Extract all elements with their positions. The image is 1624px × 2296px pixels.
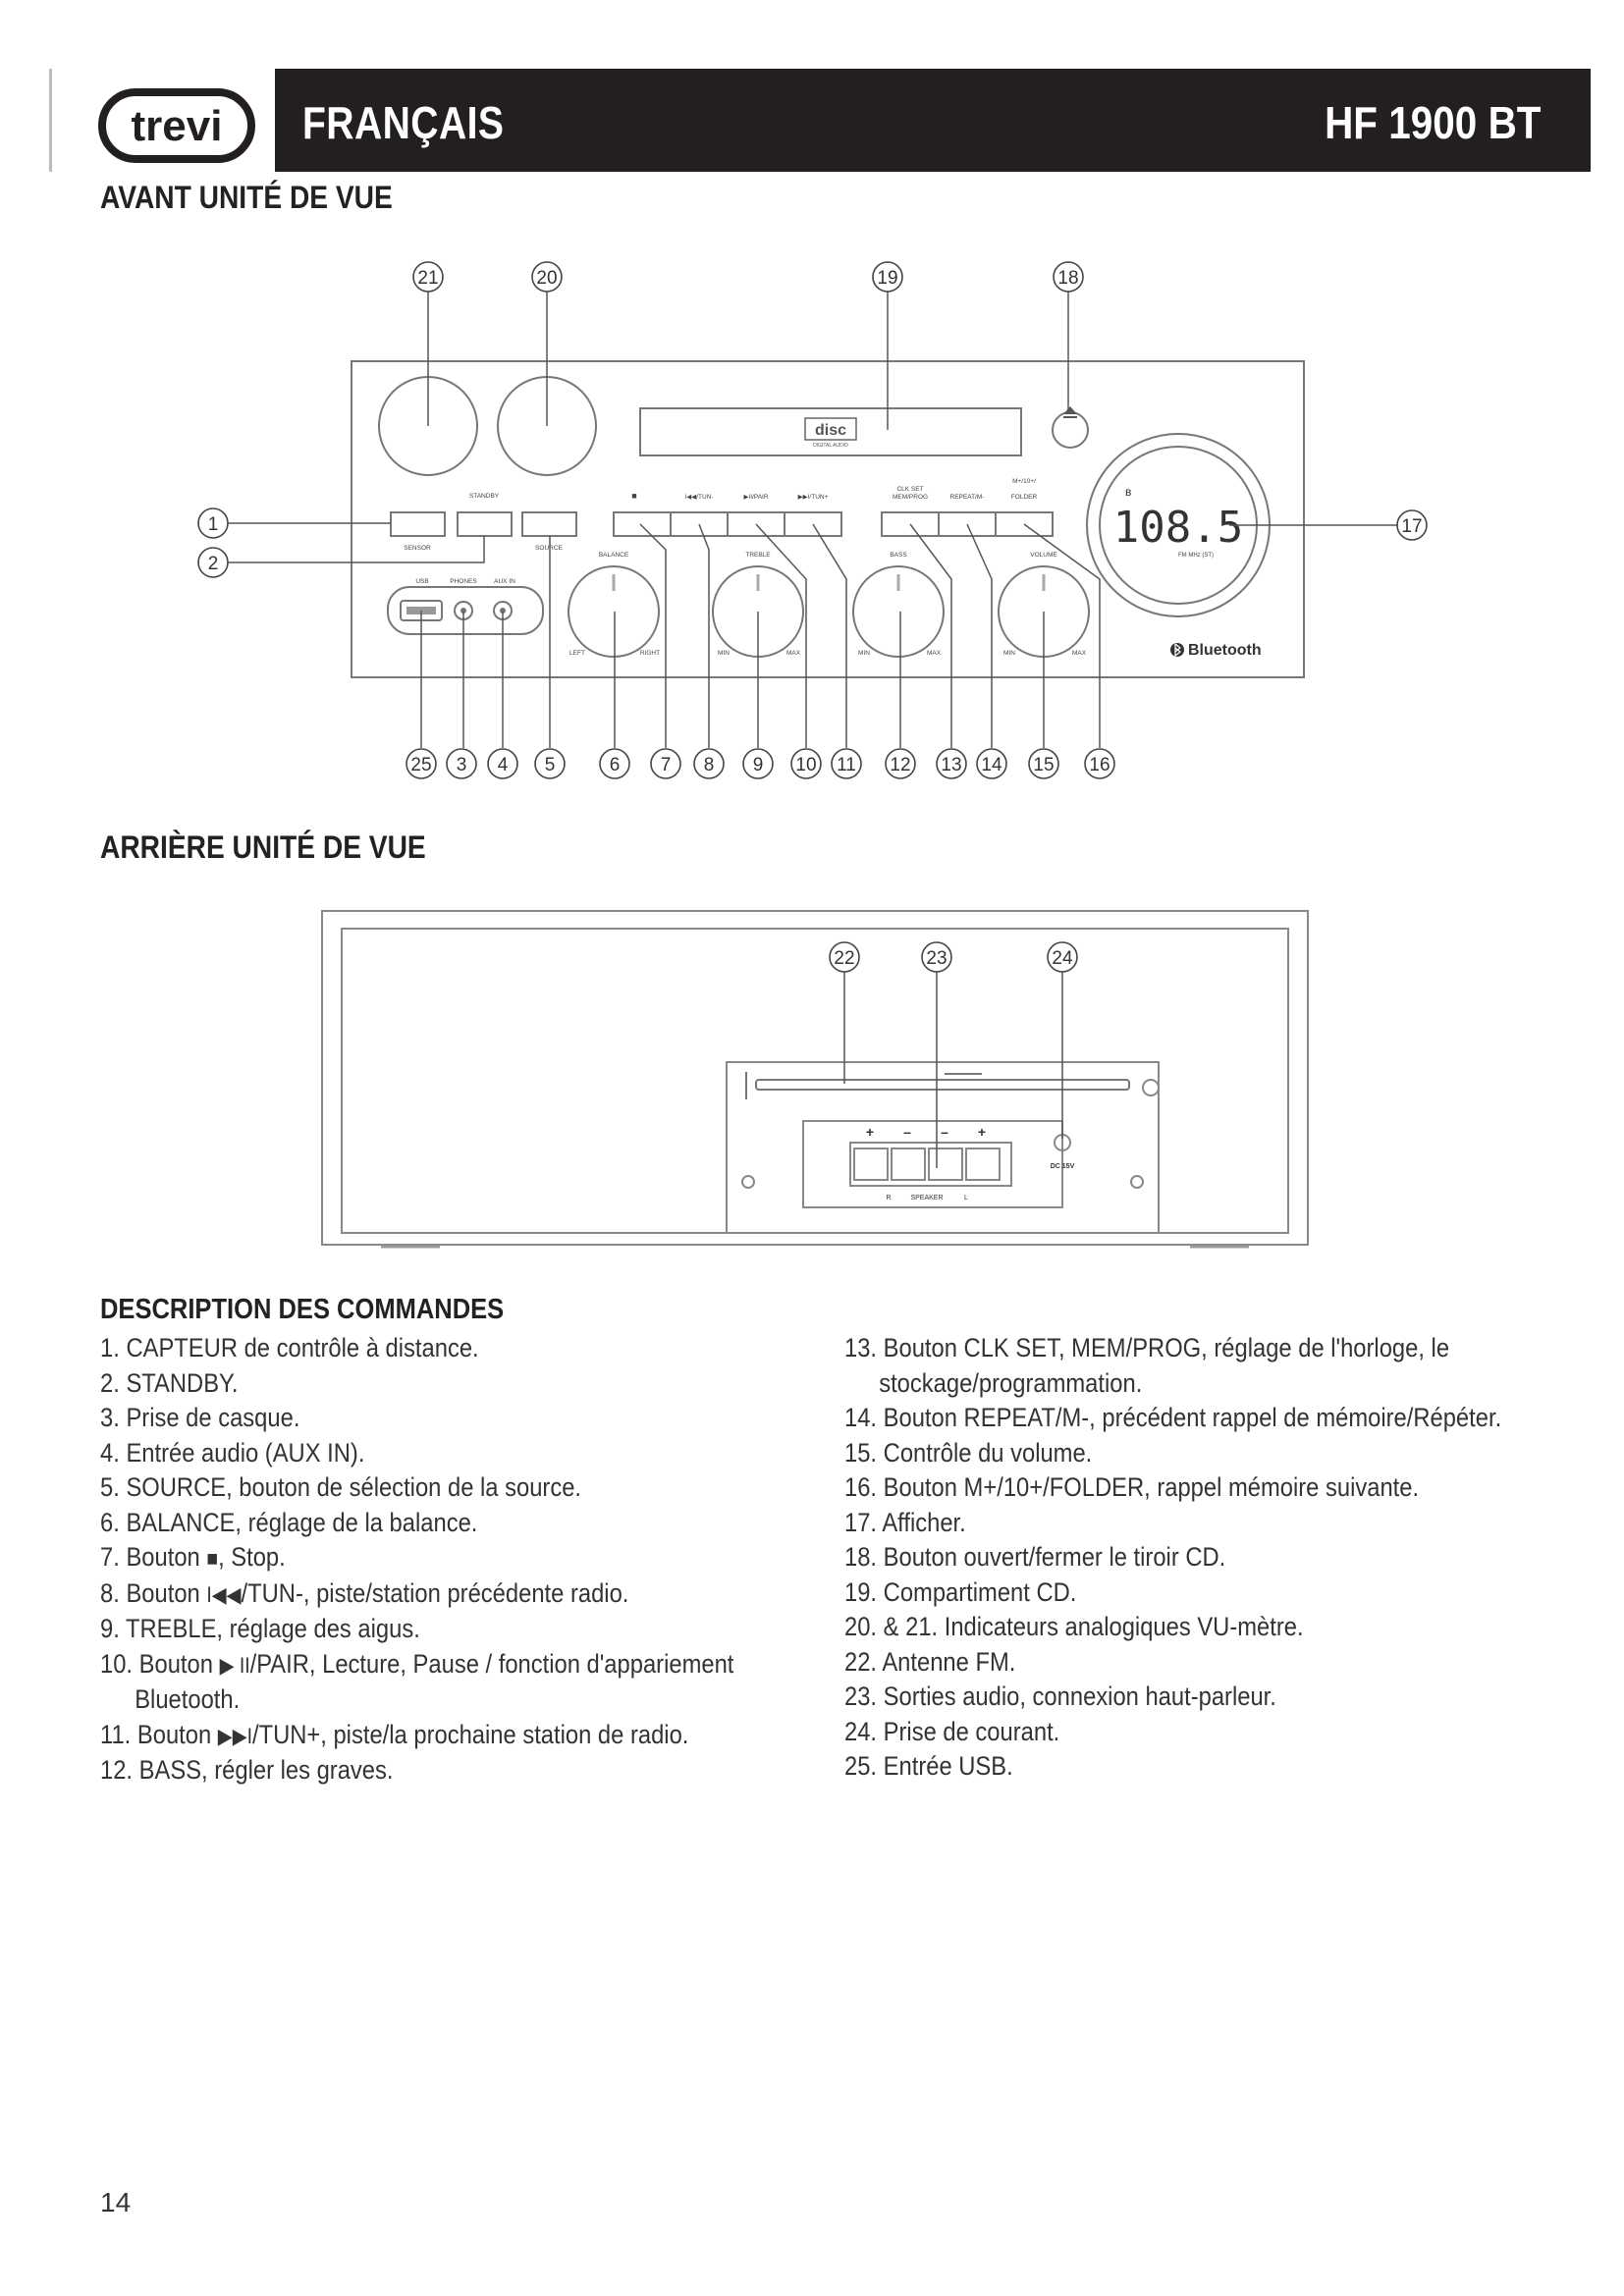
callout-13: 13 [941, 755, 962, 775]
callout-18: 18 [1057, 268, 1079, 289]
list-item: 10. Bouton ▶ II/PAIR, Lecture, Pause / fonction d'appariement Bluetooth. [100, 1648, 734, 1714]
callout-5: 5 [544, 755, 556, 775]
callout-8: 8 [703, 755, 715, 775]
sensor-window [391, 512, 445, 536]
header-rule [49, 69, 53, 172]
back-housing-outer [322, 911, 1308, 1245]
language-label: FRANÇAIS [302, 97, 505, 148]
repeat-label: REPEAT/M- [949, 494, 985, 501]
stop-button [614, 512, 671, 536]
callout-24: 24 [1052, 948, 1073, 969]
callout-2: 2 [207, 554, 219, 574]
callout-21: 21 [417, 268, 439, 289]
list-item: 24. Prise de courant. [844, 1716, 1060, 1746]
front-view-title: AVANT UNITÉ DE VUE [100, 180, 393, 215]
speaker-label: SPEAKER [910, 1195, 944, 1201]
mplus-label: M+/10+/ [1012, 478, 1036, 485]
polarity-2: – [903, 1124, 911, 1140]
list-item: 19. Compartiment CD. [844, 1576, 1077, 1607]
treble-min-label: MIN [718, 650, 730, 657]
list-item: 8. Bouton I◀◀/TUN-, piste/station précédente radio. [100, 1577, 629, 1608]
cd-logo-text: disc [814, 422, 847, 439]
balance-label: BALANCE [598, 552, 629, 559]
clk-label: CLK SET [896, 486, 924, 493]
list-item: 2. STANDBY. [100, 1367, 239, 1398]
bass-label: BASS [890, 552, 907, 559]
source-button [522, 512, 576, 536]
folder-label: FOLDER [1010, 494, 1038, 501]
dc-label: DC 15V [1050, 1163, 1075, 1170]
list-item: 22. Antenne FM. [844, 1646, 1016, 1677]
callout-11: 11 [837, 755, 856, 775]
stop-icon: ■ [206, 1546, 219, 1571]
callout-17: 17 [1401, 516, 1423, 537]
callout-6: 6 [609, 755, 621, 775]
mem-label: MEM/PROG [892, 494, 929, 501]
fm-antenna [756, 1080, 1129, 1090]
list-item: 11. Bouton ▶▶I/TUN+, piste/la prochaine station de radio. [100, 1719, 689, 1749]
polarity-4: + [977, 1124, 987, 1140]
callout-16: 16 [1089, 755, 1110, 775]
next-label: ▶▶I/TUN+ [797, 494, 829, 501]
standby-label: STANDBY [468, 493, 500, 500]
standby-button [458, 512, 512, 536]
bass-max-label: MAX [926, 650, 942, 657]
callout-12: 12 [890, 755, 911, 775]
list-item: 4. Entrée audio (AUX IN). [100, 1437, 365, 1468]
trevi-logo [98, 86, 255, 165]
callout-3: 3 [456, 755, 467, 775]
bluetooth-wordmark: Bluetooth [1188, 642, 1262, 659]
callout-23: 23 [926, 948, 947, 969]
volume-label: VOLUME [1030, 552, 1057, 559]
callout-22: 22 [834, 948, 855, 969]
list-item: 13. Bouton CLK SET, MEM/PROG, réglage de l'horloge, le stockage/programmation. [844, 1333, 1450, 1398]
list-item: 9. TREBLE, réglage des aigus. [100, 1614, 420, 1643]
callout-7: 7 [660, 755, 672, 775]
list-item: 16. Bouton M+/10+/FOLDER, rappel mémoire suivante. [844, 1472, 1420, 1502]
list-item: 3. Prise de casque. [100, 1403, 300, 1432]
model-name: HF 1900 BT [1325, 97, 1542, 148]
list-item: 1. CAPTEUR de contrôle à distance. [100, 1333, 479, 1362]
description-title: DESCRIPTION DES COMMANDES [100, 1294, 505, 1325]
front-panel-diagram [187, 250, 1463, 800]
list-item: 6. BALANCE, réglage de la balance. [100, 1507, 478, 1537]
source-label: SOURCE [535, 545, 563, 552]
list-item: 25. Entrée USB. [844, 1751, 1013, 1781]
list-item: 18. Bouton ouvert/fermer le tiroir CD. [844, 1542, 1226, 1572]
cd-logo-subtext: DIGITAL AUDIO [813, 443, 848, 449]
callout-15: 15 [1033, 755, 1055, 775]
list-item: 17. Afficher. [844, 1507, 966, 1537]
list-item: 14. Bouton REPEAT/M-, précédent rappel de mémoire/Répéter. [844, 1403, 1502, 1432]
back-view-title: ARRIÈRE UNITÉ DE VUE [100, 829, 426, 865]
list-item: 5. SOURCE, bouton de sélection de la source. [100, 1472, 582, 1502]
speaker-r-label: R [886, 1195, 892, 1201]
volume-max-label: MAX [1071, 650, 1087, 657]
callout-9: 9 [752, 755, 764, 775]
list-item: 23. Sorties audio, connexion haut-parleur. [844, 1682, 1276, 1711]
next-track-icon: ▶▶I [217, 1723, 252, 1748]
back-panel-diagram [314, 903, 1335, 1266]
callout-10: 10 [795, 755, 817, 775]
bluetooth-symbol: ʙ [1125, 485, 1132, 499]
header-band [275, 69, 1591, 172]
aux-in-label: AUX IN [494, 578, 515, 585]
balance-left-label: LEFT [569, 650, 585, 657]
play-label: ▶II/PAIR [743, 494, 769, 501]
callout-25: 25 [410, 755, 432, 775]
treble-label: TREBLE [745, 552, 771, 559]
bass-min-label: MIN [858, 650, 870, 657]
page-number: 14 [100, 2187, 132, 2217]
callout-1: 1 [207, 514, 219, 535]
display-sub: FM MHz (ST) [1178, 553, 1214, 559]
balance-right-label: RIGHT [639, 650, 661, 657]
list-item: 7. Bouton ■, Stop. [100, 1542, 286, 1572]
list-item: 15. Contrôle du volume. [844, 1437, 1093, 1468]
display-frequency: 108.5 [1112, 503, 1244, 553]
list-item: 20. & 21. Indicateurs analogiques VU-mètre. [844, 1612, 1304, 1641]
usb-label: USB [415, 578, 429, 585]
previous-track-icon: I◀◀ [206, 1581, 242, 1607]
phones-label: PHONES [450, 578, 477, 585]
logo-text: trevi [131, 102, 223, 150]
sensor-label: SENSOR [404, 545, 431, 552]
callout-19: 19 [877, 268, 898, 289]
description-list-left [100, 1331, 807, 1789]
list-item: 12. BASS, régler les graves. [100, 1755, 394, 1785]
polarity-3: – [941, 1124, 948, 1140]
description-list-right [844, 1331, 1551, 1785]
speaker-l-label: L [964, 1195, 968, 1201]
treble-max-label: MAX [785, 650, 801, 657]
stop-label: ■ [631, 491, 637, 501]
callout-20: 20 [536, 268, 558, 289]
callout-14: 14 [981, 755, 1002, 775]
polarity-1: + [865, 1124, 875, 1140]
prev-label: I◀◀/TUN- [684, 494, 714, 501]
callout-4: 4 [497, 755, 509, 775]
play-pause-icon: ▶ II [219, 1652, 250, 1678]
volume-min-label: MIN [1003, 650, 1015, 657]
